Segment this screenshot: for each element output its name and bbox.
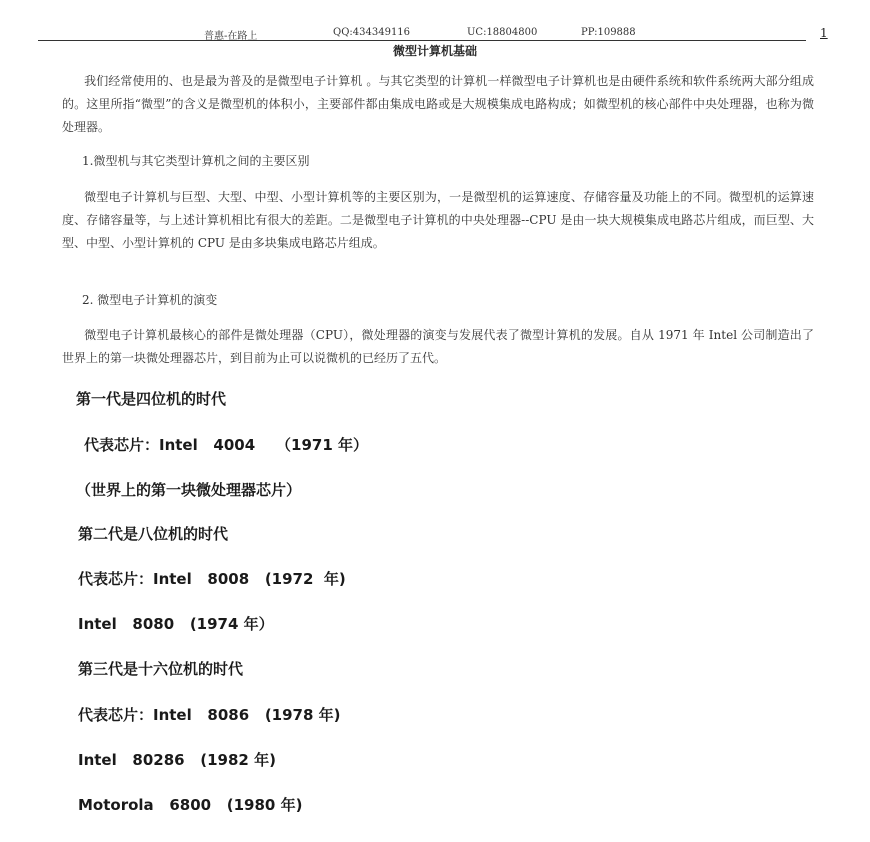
section2-heading: 2. 微型电子计算机的演变	[82, 293, 218, 307]
page-title: 微型计算机基础	[392, 44, 477, 58]
header-rule	[38, 40, 806, 41]
section2-paragraph	[62, 324, 814, 370]
generation-line: 代表芯片：Intel 8086 (1978 年)	[78, 706, 341, 724]
page-number: 1	[820, 26, 828, 40]
section1-text: 微型电子计算机与巨型、大型、中型、小型计算机等的主要区别为，一是微型机的运算速度、存储容量及功能上的不同。微型机的运算速度、存储容量等，与上述计算机相比有很大的差距。二是微型电子计算机的中央处理器--CPU 是由一块大规模集成电路芯片组成，而巨型、大型、中型、小型计算机的 CPU 是由多块集成电路芯片组成。	[62, 190, 814, 250]
generation-line: Intel 8080 (1974 年）	[78, 615, 274, 633]
header-qq: QQ:434349116	[333, 27, 411, 38]
intro-paragraph	[62, 70, 814, 139]
generation-line: Intel 80286 (1982 年)	[78, 751, 276, 769]
generation-line: 第一代是四位机的时代	[76, 390, 227, 408]
section1-heading: 1.微型机与其它类型计算机之间的主要区别	[82, 154, 310, 168]
generation-line: 第二代是八位机的时代	[78, 525, 229, 543]
section1-paragraph	[62, 186, 814, 255]
generation-line: （世界上的第一块微处理器芯片）	[76, 481, 302, 499]
intro-text: 我们经常使用的、也是最为普及的是微型电子计算机 。与其它类型的计算机一样微型电子计算机也是由硬件系统和软件系统两大部分组成的。这里所指“微型”的含义是微型机的体积小，主要部件都由集成电路或是大规模集成电路构成；如微型机的核心部件中央处理器，也称为微处理器。	[62, 74, 814, 134]
section2-text: 微型电子计算机最核心的部件是微处理器（CPU），微处理器的演变与发展代表了微型计算机的发展。自从 1971 年 Intel 公司制造出了世界上的第一块微处理器芯片，到目前为止可以说微机的已经历了五代。	[62, 328, 814, 365]
generation-line: 第三代是十六位机的时代	[78, 660, 244, 678]
generation-line: 代表芯片：Intel 8008 (1972 年)	[78, 570, 346, 588]
header-uc: UC:18804800	[467, 27, 538, 38]
generation-line: 代表芯片：Intel 4004 （1971 年）	[84, 436, 369, 454]
header-author: 普惠-在路上	[204, 31, 258, 42]
header-pp: PP:109888	[581, 27, 636, 38]
generation-line: Motorola 6800 (1980 年)	[78, 796, 303, 814]
